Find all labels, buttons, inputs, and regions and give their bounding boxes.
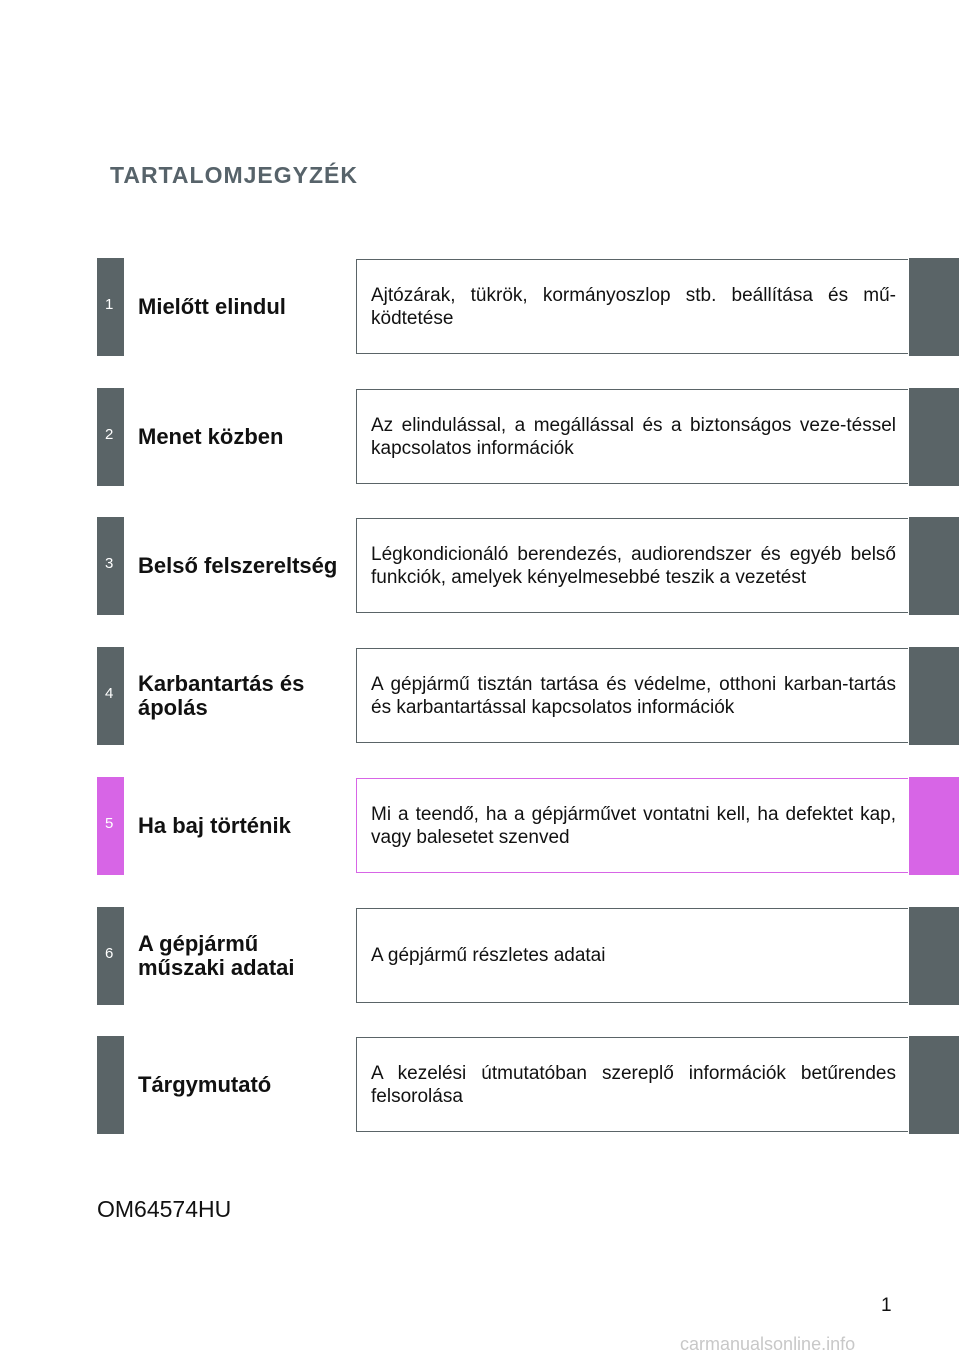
section-number: 1 [105, 296, 114, 313]
section-description: A gépjármű tisztán tartása és védelme, otthoni karban-tartás és karbantartással kapcsolatos információk [371, 673, 896, 718]
section-heading[interactable]: Belső felszereltség [138, 553, 338, 578]
section-heading[interactable]: Ha baj történik [138, 813, 291, 838]
toc-section-index[interactable] [97, 1036, 959, 1134]
section-tab [97, 1036, 124, 1134]
section-tab [97, 647, 124, 745]
toc-section-2[interactable] [97, 388, 959, 486]
section-number: 5 [105, 815, 114, 832]
section-tab [97, 517, 124, 615]
section-heading[interactable]: Karbantartás és ápolás [138, 671, 305, 720]
section-edge-tab [909, 647, 959, 745]
section-edge-tab [909, 777, 959, 875]
section-heading[interactable]: Tárgymutató [138, 1072, 272, 1097]
toc-section-4[interactable] [97, 647, 959, 745]
section-description-box [356, 389, 908, 484]
section-edge-tab [909, 388, 959, 486]
section-heading[interactable]: Mielőtt elindul [138, 294, 286, 319]
section-heading[interactable]: A gépjármű műszaki adatai [138, 931, 295, 980]
manual-code: OM64574HU [97, 1196, 232, 1222]
section-description: Ajtózárak, tükrök, kormányoszlop stb. beállítása és mű-ködtetése [371, 284, 896, 329]
section-number: 3 [105, 555, 114, 572]
section-description-box [356, 908, 908, 1003]
toc-section-1[interactable] [97, 258, 959, 356]
section-description: A kezelési útmutatóban szereplő információk betűrendes felsorolása [371, 1062, 896, 1107]
page-number: 1 [881, 1295, 892, 1316]
section-edge-tab [909, 517, 959, 615]
section-description-box [356, 1037, 908, 1132]
section-number: 2 [105, 426, 114, 443]
section-description-box [356, 259, 908, 354]
section-description: A gépjármű részletes adatai [371, 945, 606, 966]
section-number: 6 [105, 945, 114, 962]
section-tab [97, 258, 124, 356]
section-number: 4 [105, 685, 114, 702]
section-description: Az elindulással, a megállással és a biztonságos veze-téssel kapcsolatos információk [371, 414, 896, 459]
page-title: TARTALOMJEGYZÉK [110, 162, 358, 188]
section-description: Légkondicionáló berendezés, audiorendszer és egyéb belső funkciók, amelyek kényelmesebbé teszik a vezetést [371, 543, 896, 588]
section-description-box [356, 648, 908, 743]
section-heading[interactable]: Menet közben [138, 424, 284, 449]
section-description-box [356, 518, 908, 613]
watermark: carmanualsonline.info [680, 1334, 856, 1354]
section-tab [97, 907, 124, 1005]
section-tab [97, 777, 124, 875]
section-edge-tab [909, 907, 959, 1005]
toc-section-6[interactable] [97, 907, 959, 1005]
section-edge-tab [909, 1036, 959, 1134]
toc-section-5[interactable] [97, 777, 959, 875]
section-description-box [356, 778, 908, 873]
toc-section-3[interactable] [97, 517, 959, 615]
section-description: Mi a teendő, ha a gépjárművet vontatni kell, ha defektet kap, vagy balesetet szenved [371, 803, 896, 848]
section-tab [97, 388, 124, 486]
section-edge-tab [909, 258, 959, 356]
